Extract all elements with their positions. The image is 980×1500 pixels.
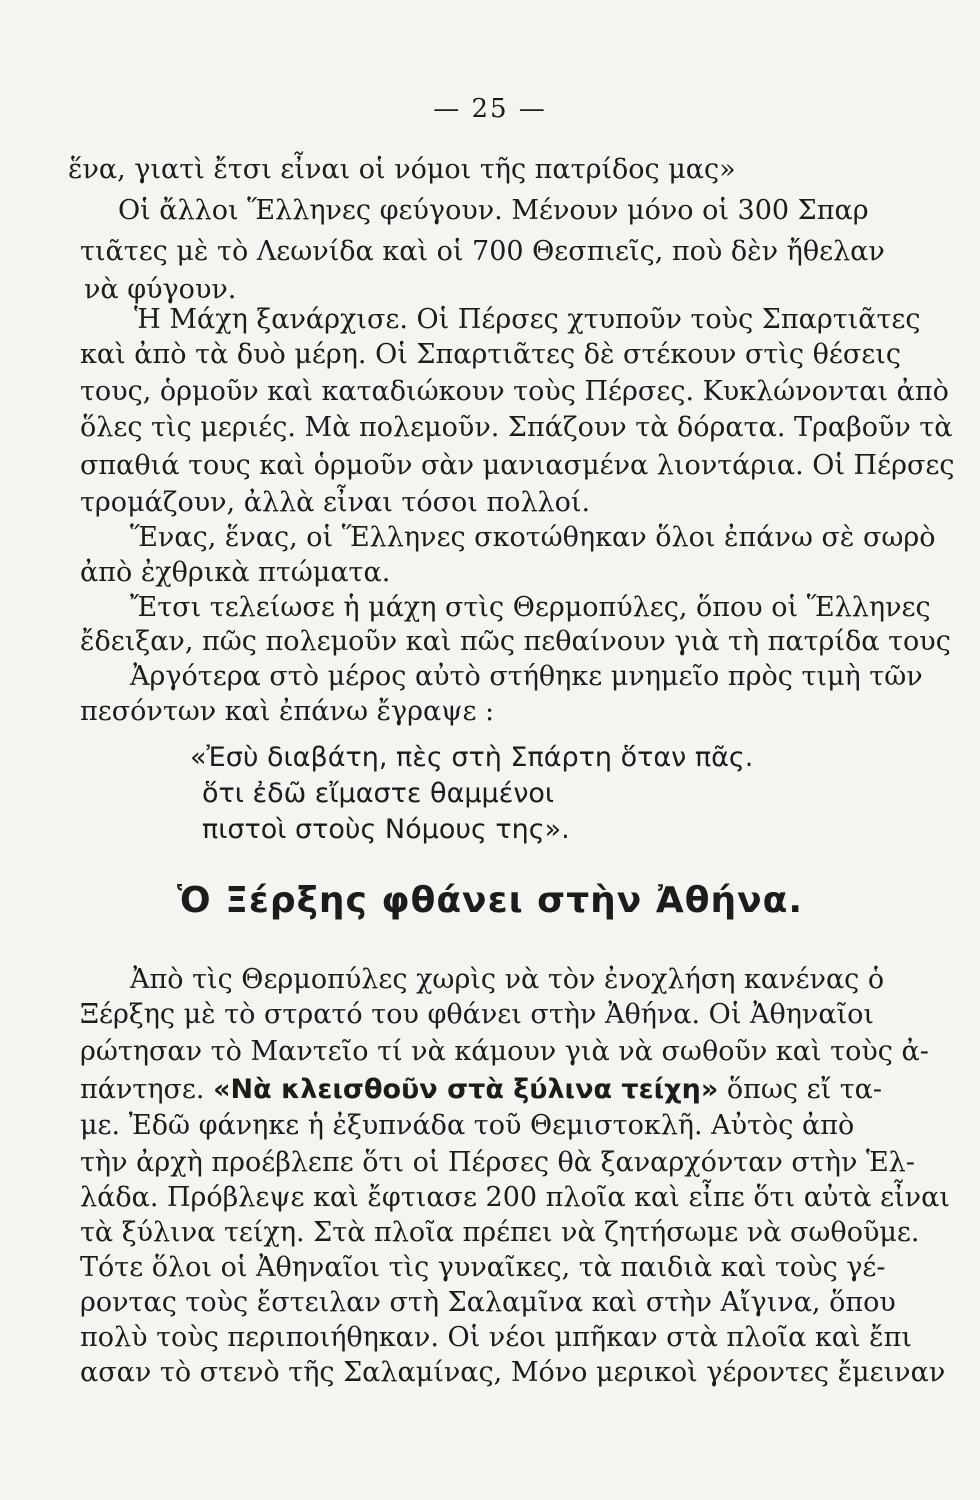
text-line	[80, 1072, 882, 1108]
text-line: ροντας τοὺς ἔστειλαν στὴ Σαλαμῖνα καὶ στὴν Αἴγινα, ὅπου	[80, 1287, 896, 1318]
page-number: — 25 —	[433, 94, 547, 124]
text-line: με. Ἐδῶ φάνηκε ἡ ἐξυπνάδα τοῦ Θεμιστοκλῆ. Αὐτὸς ἀπὸ	[80, 1110, 855, 1141]
text-line: λάδα. Πρόβλεψε καὶ ἔφτιασε 200 πλοῖα καὶ εἶπε ὅτι αὐτὰ εἶναι	[80, 1182, 950, 1213]
text-line: Ξέρξης μὲ τὸ στρατό του φθάνει στὴν Ἀθήνα. Οἱ Ἀθηναῖοι	[80, 999, 874, 1030]
text-line: καὶ ἀπὸ τὰ δυὸ μέρη. Οἱ Σπαρτιᾶτες δὲ στέκουν στὶς θέσεις	[80, 339, 901, 370]
text-line: τιᾶτες μὲ τὸ Λεωνίδα καὶ οἱ 700 Θεσπιεῖς, ποὺ δὲν ἤθελαν	[80, 236, 885, 267]
text-line: ρώτησαν τὸ Μαντεῖο τί νὰ κάμουν γιὰ νὰ σωθοῦν καὶ τοὺς ἀ-	[80, 1036, 929, 1067]
text-line: πολὺ τοὺς περιποιήθηκαν. Οἱ νέοι μπῆκαν στὰ πλοῖα καὶ ἔπι	[80, 1322, 912, 1353]
text-line: σπαθιά τους καὶ ὁρμοῦν σὰν μανιασμένα λιοντάρια. Οἱ Πέρσες	[80, 450, 955, 481]
text-line: Ἡ Μάχη ξανάρχισε. Οἱ Πέρσες χτυποῦν τοὺς Σπαρτιᾶτες	[134, 304, 921, 335]
oracle-quote: «Νὰ κλεισθοῦν στὰ ξύλινα τείχη»	[213, 1074, 719, 1105]
text-line: νὰ φύγουν.	[84, 274, 237, 305]
text-line: ἕνα, γιατὶ ἔτσι εἶναι οἱ νόμοι τῆς πατρίδος μας»	[68, 154, 736, 185]
section-heading: Ὁ Ξέρξης φθάνει στὴν Ἀθήνα.	[176, 880, 804, 921]
text-line: ἀπὸ ἐχθρικὰ πτώματα.	[80, 557, 391, 588]
text-line: Ἀργότερα στὸ μέρος αὐτὸ στήθηκε μνημεῖο πρὸς τιμὴ τῶν	[130, 661, 923, 692]
text-line: τους, ὁρμοῦν καὶ καταδιώκουν τοὺς Πέρσες. Κυκλώνονται ἀπὸ	[80, 376, 949, 407]
text-line: Ἀπὸ τὶς Θερμοπύλες χωρὶς νὰ τὸν ἐνοχλήση κανένας ὁ	[130, 964, 885, 995]
text-line: τρομάζουν, ἀλλὰ εἶναι τόσοι πολλοί.	[80, 487, 591, 518]
text-line: ἔδειξαν, πῶς πολεμοῦν καὶ πῶς πεθαίνουν γιὰ τὴ πατρίδα τους	[80, 626, 951, 657]
text-line: Οἱ ἄλλοι Ἕλληνες φεύγουν. Μένουν μόνο οἱ 300 Σπαρ	[118, 195, 869, 226]
text-fragment: ὅπως εἴ τα-	[726, 1074, 883, 1105]
text-line: Ἔτσι τελείωσε ἡ μάχη στὶς Θερμοπύλες, ὅπου οἱ Ἕλληνες	[130, 592, 931, 623]
text-line: Τότε ὅλοι οἱ Ἀθηναῖοι τὶς γυναῖκες, τὰ παιδιὰ καὶ τοὺς γέ-	[80, 1252, 886, 1283]
poem-line: «Ἐσὺ διαβάτη, πὲς στὴ Σπάρτη ὅταν πᾶς.	[190, 742, 754, 773]
text-fragment: πάντησε.	[80, 1074, 205, 1105]
text-line: ὅλες τὶς μεριές. Μὰ πολεμοῦν. Σπάζουν τὰ δόρατα. Τραβοῦν τὰ	[80, 412, 953, 443]
poem-line: πιστοὶ στοὺς Νόμους της».	[202, 814, 570, 845]
text-line: τὰ ξύλινα τείχη. Στὰ πλοῖα πρέπει νὰ ζητήσωμε νὰ σωθοῦμε.	[80, 1217, 920, 1248]
text-line: ασαν τὸ στενὸ τῆς Σαλαμίνας, Μόνο μερικοὶ γέροντες ἔμειναν	[80, 1357, 946, 1388]
text-line: τὴν ἀρχὴ προέβλεπε ὅτι οἱ Πέρσες θὰ ξαναρχόνταν στὴν Ἑλ-	[80, 1147, 915, 1178]
text-line: Ἕνας, ἕνας, οἱ Ἕλληνες σκοτώθηκαν ὅλοι ἐπάνω σὲ σωρὸ	[130, 522, 936, 553]
text-line: πεσόντων καὶ ἐπάνω ἔγραψε :	[80, 696, 495, 727]
poem-line: ὅτι ἐδῶ εἴμαστε θαμμένοι	[202, 778, 555, 809]
